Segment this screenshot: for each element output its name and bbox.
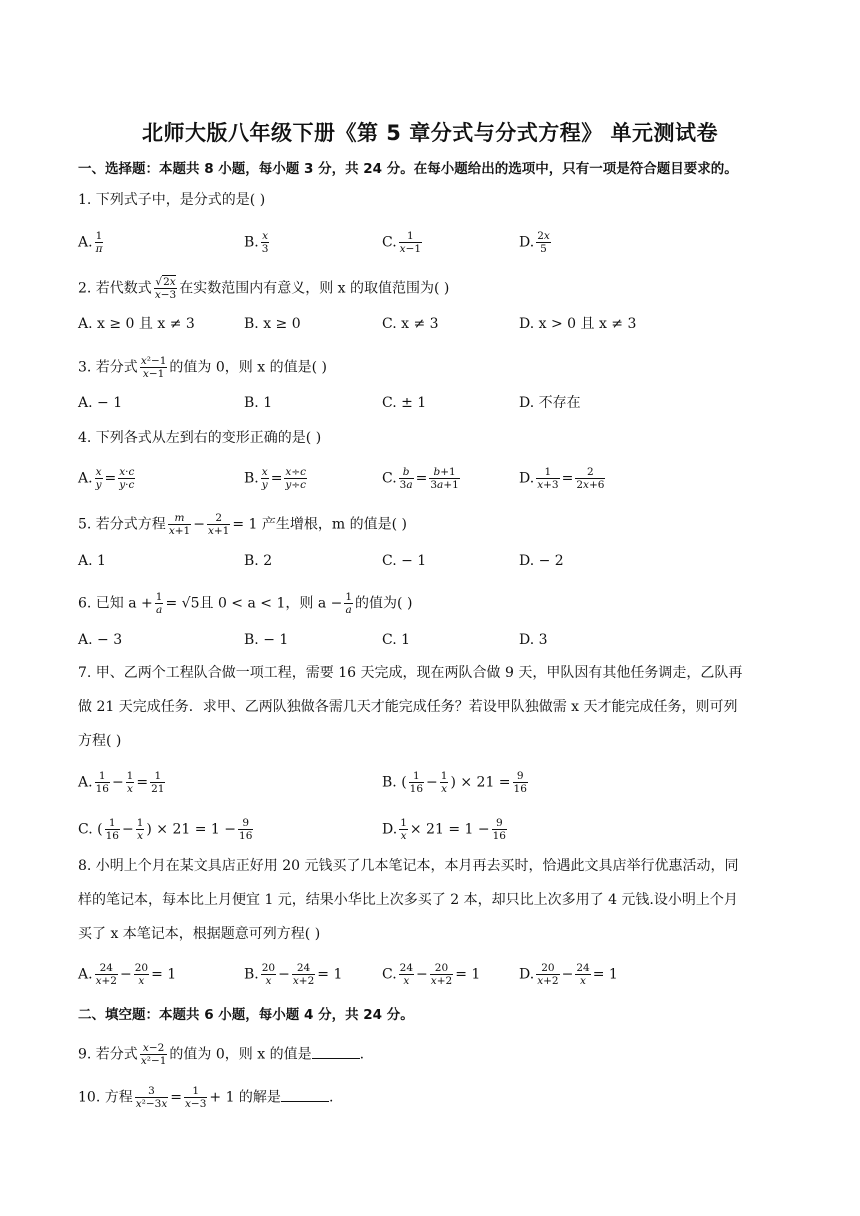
section-choice-header: 一、选择题：本题共 8 小题，每小题 3 分，共 24 分。在每小题给出的选项中，只有一项是符合题目要求的。 bbox=[78, 161, 738, 177]
q6-option-c[interactable]: C. 1 bbox=[382, 632, 411, 648]
q7-option-c[interactable]: C. ( $\frac{1}{16}$ − $\frac{1}{x}$ ) × 21 = 1 − $\frac{9}{16}$ bbox=[78, 817, 253, 842]
question-6-stem: 6. 已知 a + $\frac{1}{a}$ = √5且 0 < a < 1，则 a − $\frac{1}{a}$ 的值为( ) bbox=[78, 591, 413, 616]
page-title: 北师大版八年级下册《第 5 章分式与分式方程》 单元测试卷 bbox=[141, 121, 719, 145]
q8-option-b[interactable]: B. $\frac{20}{x}$ − $\frac{24}{x+2}$ = 1 bbox=[244, 962, 343, 987]
question-2-stem: 2. 若代数式 $\frac{√2x}{x-3}$ 在实数范围内有意义，则 x 的取值范围为( ) bbox=[78, 276, 450, 301]
q1-option-a[interactable]: A. $\frac{1}{\pi}$ bbox=[78, 230, 103, 255]
q4-option-a[interactable]: A. $\frac{x}{y}$ = $\frac{x\cdot c}{y\cdot c}$ bbox=[78, 466, 135, 491]
question-8-line-3: 买了 x 本笔记本，根据题意可列方程( ) bbox=[78, 926, 321, 942]
question-1-stem: 1. 下列式子中，是分式的是( ) bbox=[78, 192, 266, 208]
q6-option-a[interactable]: A. − 3 bbox=[78, 632, 123, 648]
question-3-stem: 3. 若分式 $\frac{\text{x²−1}}{x-1}$ 的值为 0，则 x 的值是( ) bbox=[78, 355, 327, 380]
q10-answer-blank[interactable] bbox=[281, 1101, 329, 1102]
q4-option-c[interactable]: C. $\frac{b}{3a}$ = $\frac{b+1}{3a+1}$ bbox=[382, 466, 459, 491]
q2-option-b[interactable]: B. x ≥ 0 bbox=[244, 316, 301, 332]
q5-option-d[interactable]: D. − 2 bbox=[519, 553, 564, 569]
question-8-line-2: 样的笔记本，每本比上月便宜 1 元，结果小华比上次多买了 2 本，却只比上次多用了 4 元钱.设小明上个月 bbox=[78, 892, 738, 908]
q3-option-b[interactable]: B. 1 bbox=[244, 395, 273, 411]
q3-option-c[interactable]: C. ± 1 bbox=[382, 395, 427, 411]
q1-option-b[interactable]: B. $\frac{x}{3}$ bbox=[244, 230, 269, 255]
q2-option-c[interactable]: C. x ≠ 3 bbox=[382, 316, 439, 332]
question-9-stem: 9. 若分式 $\frac{x-2}{\text{x²−1}}$ 的值为 0，则 x 的值是 . bbox=[78, 1042, 365, 1067]
section-fill-header: 二、填空题：本题共 6 小题，每小题 4 分，共 24 分。 bbox=[78, 1007, 414, 1023]
q1-option-d[interactable]: D. $\frac{2x}{5}$ bbox=[519, 230, 550, 255]
q6-option-d[interactable]: D. 3 bbox=[519, 632, 548, 648]
q2-option-a[interactable]: A. x ≥ 0 且 x ≠ 3 bbox=[78, 316, 195, 332]
q8-option-a[interactable]: A. $\frac{24}{x+2}$ − $\frac{20}{x}$ = 1 bbox=[78, 962, 177, 987]
question-5-stem: 5. 若分式方程 $\frac{m}{x+1}$ − $\frac{2}{x+1}$ = 1 产生增根，m 的值是( ) bbox=[78, 512, 407, 537]
q5-option-b[interactable]: B. 2 bbox=[244, 553, 273, 569]
q7-option-a[interactable]: A. $\frac{1}{16}$ − $\frac{1}{x}$ = $\frac{1}{21}$ bbox=[78, 770, 165, 795]
question-7-line-2: 做 21 天完成任务．求甲、乙两队独做各需几天才能完成任务？若设甲队独做需 x 天才能完成任务，则可列 bbox=[78, 699, 738, 715]
question-7-line-3: 方程( ) bbox=[78, 733, 122, 749]
q8-option-c[interactable]: C. $\frac{24}{x}$ − $\frac{20}{x+2}$ = 1 bbox=[382, 962, 481, 987]
q4-option-b[interactable]: B. $\frac{x}{y}$ = $\frac{x\div c}{y\div c}$ bbox=[244, 466, 307, 491]
q7-option-b[interactable]: B. ( $\frac{1}{16}$ − $\frac{1}{x}$ ) × 21 = $\frac{9}{16}$ bbox=[382, 770, 527, 795]
question-10-stem: 10. 方程 $\frac{3}{\text{x²−3x}}$ = $\frac{1}{x-3}$ + 1 的解是 . bbox=[78, 1085, 334, 1110]
q4-option-d[interactable]: D. $\frac{1}{x+3}$ = $\frac{2}{2x+6}$ bbox=[519, 466, 605, 491]
q8-option-d[interactable]: D. $\frac{20}{x+2}$ − $\frac{24}{x}$ = 1 bbox=[519, 962, 618, 987]
question-7-line-1: 7. 甲、乙两个工程队合做一项工程，需要 16 天完成，现在两队合做 9 天，甲队因有其他任务调走，乙队再 bbox=[78, 665, 743, 681]
question-8-line-1: 8. 小明上个月在某文具店正好用 20 元钱买了几本笔记本，本月再去买时，恰遇此文具店举行优惠活动，同 bbox=[78, 858, 739, 874]
q3-option-a[interactable]: A. − 1 bbox=[78, 395, 123, 411]
q7-option-d[interactable]: D. $\frac{1}{x}$ × 21 = 1 − $\frac{9}{16}$ bbox=[382, 817, 506, 842]
q6-option-b[interactable]: B. − 1 bbox=[244, 632, 289, 648]
question-4-stem: 4. 下列各式从左到右的变形正确的是( ) bbox=[78, 430, 322, 446]
q5-option-a[interactable]: A. 1 bbox=[78, 553, 106, 569]
q3-option-d[interactable]: D. 不存在 bbox=[519, 395, 581, 411]
q9-answer-blank[interactable] bbox=[312, 1058, 360, 1059]
q2-option-d[interactable]: D. x > 0 且 x ≠ 3 bbox=[519, 316, 637, 332]
q5-option-c[interactable]: C. − 1 bbox=[382, 553, 427, 569]
q1-option-c[interactable]: C. $\frac{1}{x-1}$ bbox=[382, 230, 422, 255]
